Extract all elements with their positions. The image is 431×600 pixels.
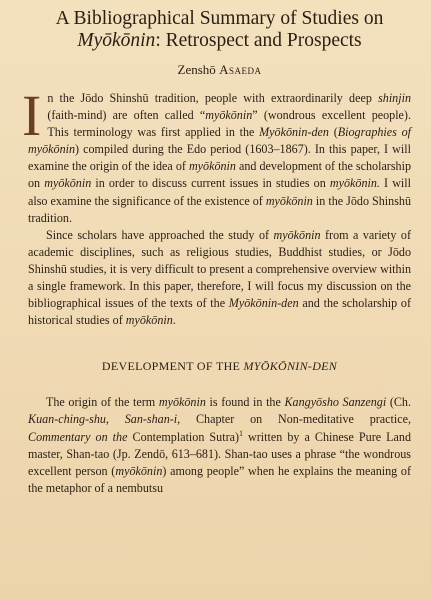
text-run: (Ch. [386,395,411,410]
text-run: Since scholars have approached the study of [46,227,274,242]
text-run: written by a Chinese Pure Land master, Shan-tao (Jp. Zendō, 613–681). Shan-tao uses a phrase “the wondrous excellent person ( [28,429,411,478]
paragraph-scope-body [28,228,411,327]
author-family-name: Asaeda [219,62,262,77]
paragraph-scope [28,227,411,330]
title-italic-term: Myōkōnin [77,30,156,51]
italic-run: myōkōnin. [329,176,380,191]
paragraph-origin-body [28,395,411,494]
italic-run: Myōkōnin-den [228,296,299,311]
italic-run: Biographies of myōkōnin [28,125,411,157]
text-run: . [172,313,176,328]
text-run: and the scholarship of historical studies of [28,296,411,328]
italic-run: myōkōnin [265,193,313,208]
italic-run: myōkōnin [188,159,236,174]
italic-run: myōkōnin [205,108,253,123]
author-given-name: Zenshō [177,62,216,77]
italic-run: myōkōnin [44,176,92,191]
italic-run: myōkōnin [115,463,163,478]
text-run: n the Jōdo Shinshū tradition, people with extraordinarily deep [47,91,379,105]
author-byline [28,62,411,78]
italic-run: myōkōnin [125,313,173,328]
italic-run: Kuan-ching-shu, San-shan-i, [28,412,181,427]
text-run: Chapter on Non-meditative practice, [180,412,411,427]
text-run: I will also examine the significance of the existence of [28,176,412,208]
text-run: is found in the [205,395,285,410]
italic-run: Myōkōnin-den [259,125,329,140]
text-run: (faith-mind) are often called “ [47,108,206,123]
italic-run: Kangyōsho Sanzengi [284,395,387,410]
text-run: and development of the scholarship on [28,159,411,191]
title-line-1: A Bibliographical Summary of Studies on [55,8,384,29]
paragraph-intro-body [28,91,411,225]
text-run: ” (wondrous excellent people). This terminology was first applied in the [47,108,411,140]
text-run: ( [328,125,338,140]
text-run: from a variety of academic disciplines, such as religious studies, Buddhist studies, or Jōdo Shinshū studies, it is very difficult to present a comprehensive overview within a single framework. In this paper, therefore, I will focus my discussion on the bibliographical issues of the texts of the [28,227,412,311]
text-run: in the Jōdo Shinshū tradition. [28,193,411,225]
footnote-marker: 1 [239,428,243,438]
text-run: The origin of the term [46,395,159,410]
section-heading-italic: MYŌKŌNIN-DEN [243,359,338,374]
text-run: in order to discuss current issues in studies on [91,176,330,191]
title-subtitle: : Retrospect and Prospects [155,30,362,51]
section-heading-plain: DEVELOPMENT OF THE [101,359,244,374]
section-heading [28,359,411,374]
article-title [28,8,411,52]
italic-run: myōkōnin [273,227,321,242]
italic-run: shinjin [378,91,411,105]
italic-run: Commentary on the [28,429,128,444]
text-run: ) compiled during the Edo period (1603–1867). In this paper, I will examine the origin of the idea of [28,142,411,174]
italic-run: myōkōnin [158,395,206,410]
paragraph-origin [28,394,411,497]
paragraph-intro [22,83,412,227]
drop-cap-letter: I [22,83,42,148]
text-run: Contemplation Sutra) [127,429,239,444]
text-run: ) among people” when he explains the meaning of the metaphor of a nembutsu [28,463,412,495]
